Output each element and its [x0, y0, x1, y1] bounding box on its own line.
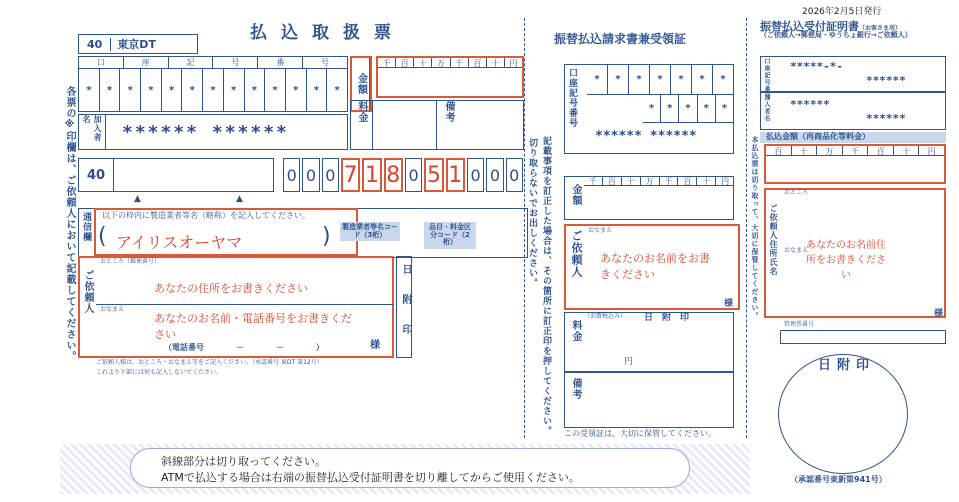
- note-2: これより下部には何も記入しないでください。: [96, 369, 223, 376]
- fee-label: 料金: [351, 101, 373, 149]
- receipt-account-cells-2: [643, 95, 733, 123]
- name-label: おなまえ: [100, 306, 125, 313]
- receipt-amount-unit: 万: [641, 176, 660, 185]
- code-digit: 0: [506, 158, 523, 192]
- amount-unit-cell: 十: [414, 58, 432, 67]
- cert-amount-unit: 万: [817, 146, 843, 155]
- payer-label: 加入者名: [79, 115, 106, 149]
- cert-side-note: 本払込票は切り取って、大切に保管してください。: [751, 136, 759, 320]
- code-left: 40: [79, 159, 114, 191]
- amount-unit-cell: 千: [451, 58, 469, 67]
- receipt-note-label: 備考: [570, 378, 581, 400]
- paren-right: ): [322, 224, 331, 249]
- form-title: 払込取扱票: [250, 23, 405, 43]
- amount-unit-cell: 万: [432, 58, 450, 67]
- amount-unit-cell: 千: [378, 58, 396, 67]
- account-header: [79, 57, 347, 69]
- account-header-cell: 座: [124, 57, 169, 68]
- footer-notice: [130, 448, 690, 488]
- receipt-date-label: 日 附 印: [644, 313, 690, 323]
- receipt-yen: 円: [624, 357, 634, 367]
- receipt-name-label: おなまえ: [588, 227, 613, 234]
- cert-account-stars1: *****-*-: [790, 60, 843, 73]
- code-digit: 0: [405, 158, 422, 192]
- account-cell: *: [334, 84, 341, 96]
- amount-unit-cell: 円: [509, 59, 518, 68]
- receipt-fee-label: 料金: [570, 320, 581, 342]
- date-stamp-label: 日附印: [400, 264, 411, 354]
- cert-approval: （承認番号東新第941号）: [790, 475, 887, 484]
- paren-left: (: [98, 224, 107, 249]
- receipt-amount-unit: 千: [584, 176, 603, 185]
- cert-amount-unit: 百: [766, 146, 792, 155]
- code-digit: 5: [424, 158, 443, 192]
- cert-date-stamp-label: 日附印: [818, 358, 876, 373]
- code-left-box: [78, 158, 274, 192]
- receipt-amount-units: [584, 176, 734, 186]
- cert-title-text: 振替払込受付証明書: [760, 20, 859, 33]
- receipt-account-cell: *: [719, 74, 727, 85]
- sama-label: 様: [370, 340, 380, 351]
- account-header-cell: 記: [169, 57, 214, 68]
- cert-route: （ご依頼人→郵便局・ゆうちょ銀行→ご依頼人）: [760, 31, 912, 39]
- cert-amount-unit: 十: [894, 146, 920, 155]
- cert-sama: 様: [934, 309, 944, 319]
- code-digit: 7: [341, 158, 360, 192]
- main-divider: [524, 18, 525, 438]
- code-digit: 0: [302, 158, 319, 192]
- amount-unit-cell: 十: [487, 58, 505, 67]
- receipt-name-placeholder: あなたのお名前をお書きください: [600, 252, 710, 281]
- receipt-amount-label: 金額: [570, 184, 581, 206]
- side-left-note: 各票の※印欄は、ご依頼人において記載してください。: [64, 86, 75, 362]
- receipt-amount-unit: 円: [721, 177, 730, 186]
- account-cell: *: [203, 69, 224, 111]
- receipt-account-cell: *: [587, 65, 608, 94]
- amount-label: 金額: [355, 73, 367, 95]
- code-digit: 1: [362, 158, 381, 192]
- arrow-marker-2: ▲: [236, 194, 243, 204]
- receipt-account-cell-2: *: [721, 103, 728, 114]
- code-digit: 0: [322, 158, 339, 192]
- account-cell: *: [100, 69, 121, 111]
- account-header-cell: 口: [79, 57, 124, 68]
- receipt-side-note: 記載事項を訂正した場合は、その箇所に訂正印を押してください。: [541, 136, 551, 436]
- code-maker-label: 製造業者等名コード（3桁）: [340, 222, 400, 241]
- receipt-account-cell: *: [692, 65, 713, 94]
- main-form: [60, 18, 537, 438]
- footer-line2: ATMで払込する場合は右端の振替払込受付証明書を切り離してからご使用ください。: [161, 471, 580, 484]
- receipt-title: 振替払込請求書兼受領証: [554, 32, 687, 46]
- receipt-tax-label: （消費税込み）: [584, 313, 627, 320]
- cert-account-box: [760, 56, 946, 92]
- note-label: 備考: [443, 101, 454, 123]
- cert-account-stars2: ******: [866, 74, 906, 87]
- account-header-cell: 号: [213, 57, 258, 68]
- cert-payer-stars2: ******: [866, 112, 906, 125]
- account-box: [78, 56, 348, 112]
- amount-unit-cell: 百: [469, 58, 487, 67]
- cert-title-sub: （お客さま用）: [859, 25, 902, 32]
- receipt-keep-note: この受領証は、大切に保管してください。: [564, 429, 716, 438]
- account-cell: *: [265, 69, 286, 111]
- cert-amount-units: [766, 146, 944, 156]
- tel-label: （電話番号 － － ）: [164, 343, 324, 352]
- code-digit: 0: [283, 158, 300, 192]
- branch-box: [78, 34, 198, 54]
- receipt-account-cell-2: *: [661, 95, 679, 122]
- cert-name-placeholder: あなたのお名前住所をお書きください: [806, 240, 886, 281]
- account-cell: *: [224, 69, 245, 111]
- cert-amount-unit: 円: [927, 147, 936, 156]
- footer-line1: 斜線部分は切り取ってください。: [161, 455, 326, 468]
- account-cell: *: [286, 69, 307, 111]
- cert-payer-label: 加入者名: [763, 94, 770, 122]
- cut-note: 切り取らないでお出しください。: [527, 138, 537, 288]
- code-digit: 1: [446, 158, 465, 192]
- code-digit: 0: [486, 158, 503, 192]
- addr-label: おところ（郵便番号）: [100, 258, 161, 265]
- branch-code: 40: [79, 38, 111, 51]
- receipt-requester-label: ご依頼人: [570, 230, 583, 278]
- account-cell: *: [79, 69, 100, 111]
- arrow-marker-1: ▲: [134, 194, 141, 204]
- account-cell: *: [120, 69, 141, 111]
- receipt-account-cell-2: *: [643, 95, 661, 122]
- cert-issue-date: 2026年2月5日発行: [802, 7, 882, 17]
- comm-maker: アイリスオーヤマ: [116, 233, 243, 252]
- code-digits: [282, 158, 524, 192]
- receipt-account-cell-2: *: [698, 95, 716, 122]
- receipt-account-box: [564, 64, 734, 154]
- code-digit: 8: [384, 158, 403, 192]
- receipt-account-cells: [587, 65, 733, 95]
- receipt-payer-stars: ****** ******: [595, 129, 697, 144]
- comm-instruction: 以下の枠内に製造業者等名（略称）を記入してください。: [102, 211, 310, 220]
- payer-box: [78, 114, 348, 150]
- receipt-amount-unit: 十: [697, 176, 716, 185]
- receipt-account-cell: *: [671, 65, 692, 94]
- code-category-label: 品目・料金区分コード（2桁）: [424, 222, 476, 249]
- receipt-divider: [746, 18, 747, 438]
- cert-amount-title: 払込金額（再商品化等料金）: [760, 132, 946, 143]
- receipt-amount-unit: 百: [678, 176, 697, 185]
- receipt-account-label: 口座記号番号: [567, 68, 577, 128]
- receipt-sama: 様: [724, 299, 734, 309]
- account-header-cell: 号: [321, 58, 330, 67]
- amount-unit-cell: 百: [396, 58, 414, 67]
- receipt-account-cell-2: *: [679, 95, 697, 122]
- fee-box: [350, 100, 524, 150]
- name-placeholder: あなたのお名前・電話番号をお書きください: [154, 312, 352, 341]
- cert-form: [750, 4, 950, 494]
- code-digit: 0: [467, 158, 484, 192]
- addr-placeholder: あなたの住所をお書きください: [154, 282, 308, 295]
- cert-requester-label: ご依頼人住所氏名: [769, 204, 778, 276]
- receipt-amount-unit: 十: [622, 176, 641, 185]
- cert-amount-box[interactable]: [764, 144, 946, 184]
- amount-units: [378, 58, 522, 68]
- receipt-amount-unit: 千: [660, 176, 679, 185]
- account-cell: *: [141, 69, 162, 111]
- payer-stars: ****** ******: [122, 121, 289, 143]
- account-cell: *: [182, 69, 203, 111]
- receipt-account-cell: *: [608, 65, 629, 94]
- cert-mgmt-label: 管理票番号: [784, 321, 815, 328]
- account-cells: [79, 69, 347, 111]
- amount-field[interactable]: [376, 56, 524, 98]
- receipt-account-cell: *: [650, 65, 671, 94]
- receipt-amount-unit: 百: [603, 176, 622, 185]
- note-1: ご依頼人様は、おところ・おなまえ等をご記入ください。（承認番号 東DT 第12号）: [96, 359, 323, 366]
- account-cell: *: [307, 69, 328, 111]
- receipt-account-cell: *: [629, 65, 650, 94]
- comm-label: 通信欄: [81, 212, 91, 242]
- requester-label: ご依頼人: [82, 270, 93, 314]
- cert-payer-stars1: ******: [790, 98, 830, 111]
- cert-amount-unit: 百: [868, 146, 894, 155]
- account-cell: *: [162, 69, 183, 111]
- cert-account-label: 口座記号番号: [763, 58, 770, 100]
- account-header-cell: 番: [258, 57, 303, 68]
- receipt-form: [540, 18, 750, 438]
- account-cell: *: [245, 69, 266, 111]
- cert-amount-unit: 千: [843, 146, 869, 155]
- cert-name-label: おなまえ: [784, 247, 809, 254]
- branch-name: 東京DT: [117, 38, 156, 51]
- cert-amount-unit: 十: [792, 146, 818, 155]
- receipt-note-box: [564, 372, 734, 428]
- cert-payer-box: [760, 92, 946, 130]
- cert-mgmt-field[interactable]: [780, 330, 946, 344]
- cert-addr-label: おところ: [784, 189, 809, 196]
